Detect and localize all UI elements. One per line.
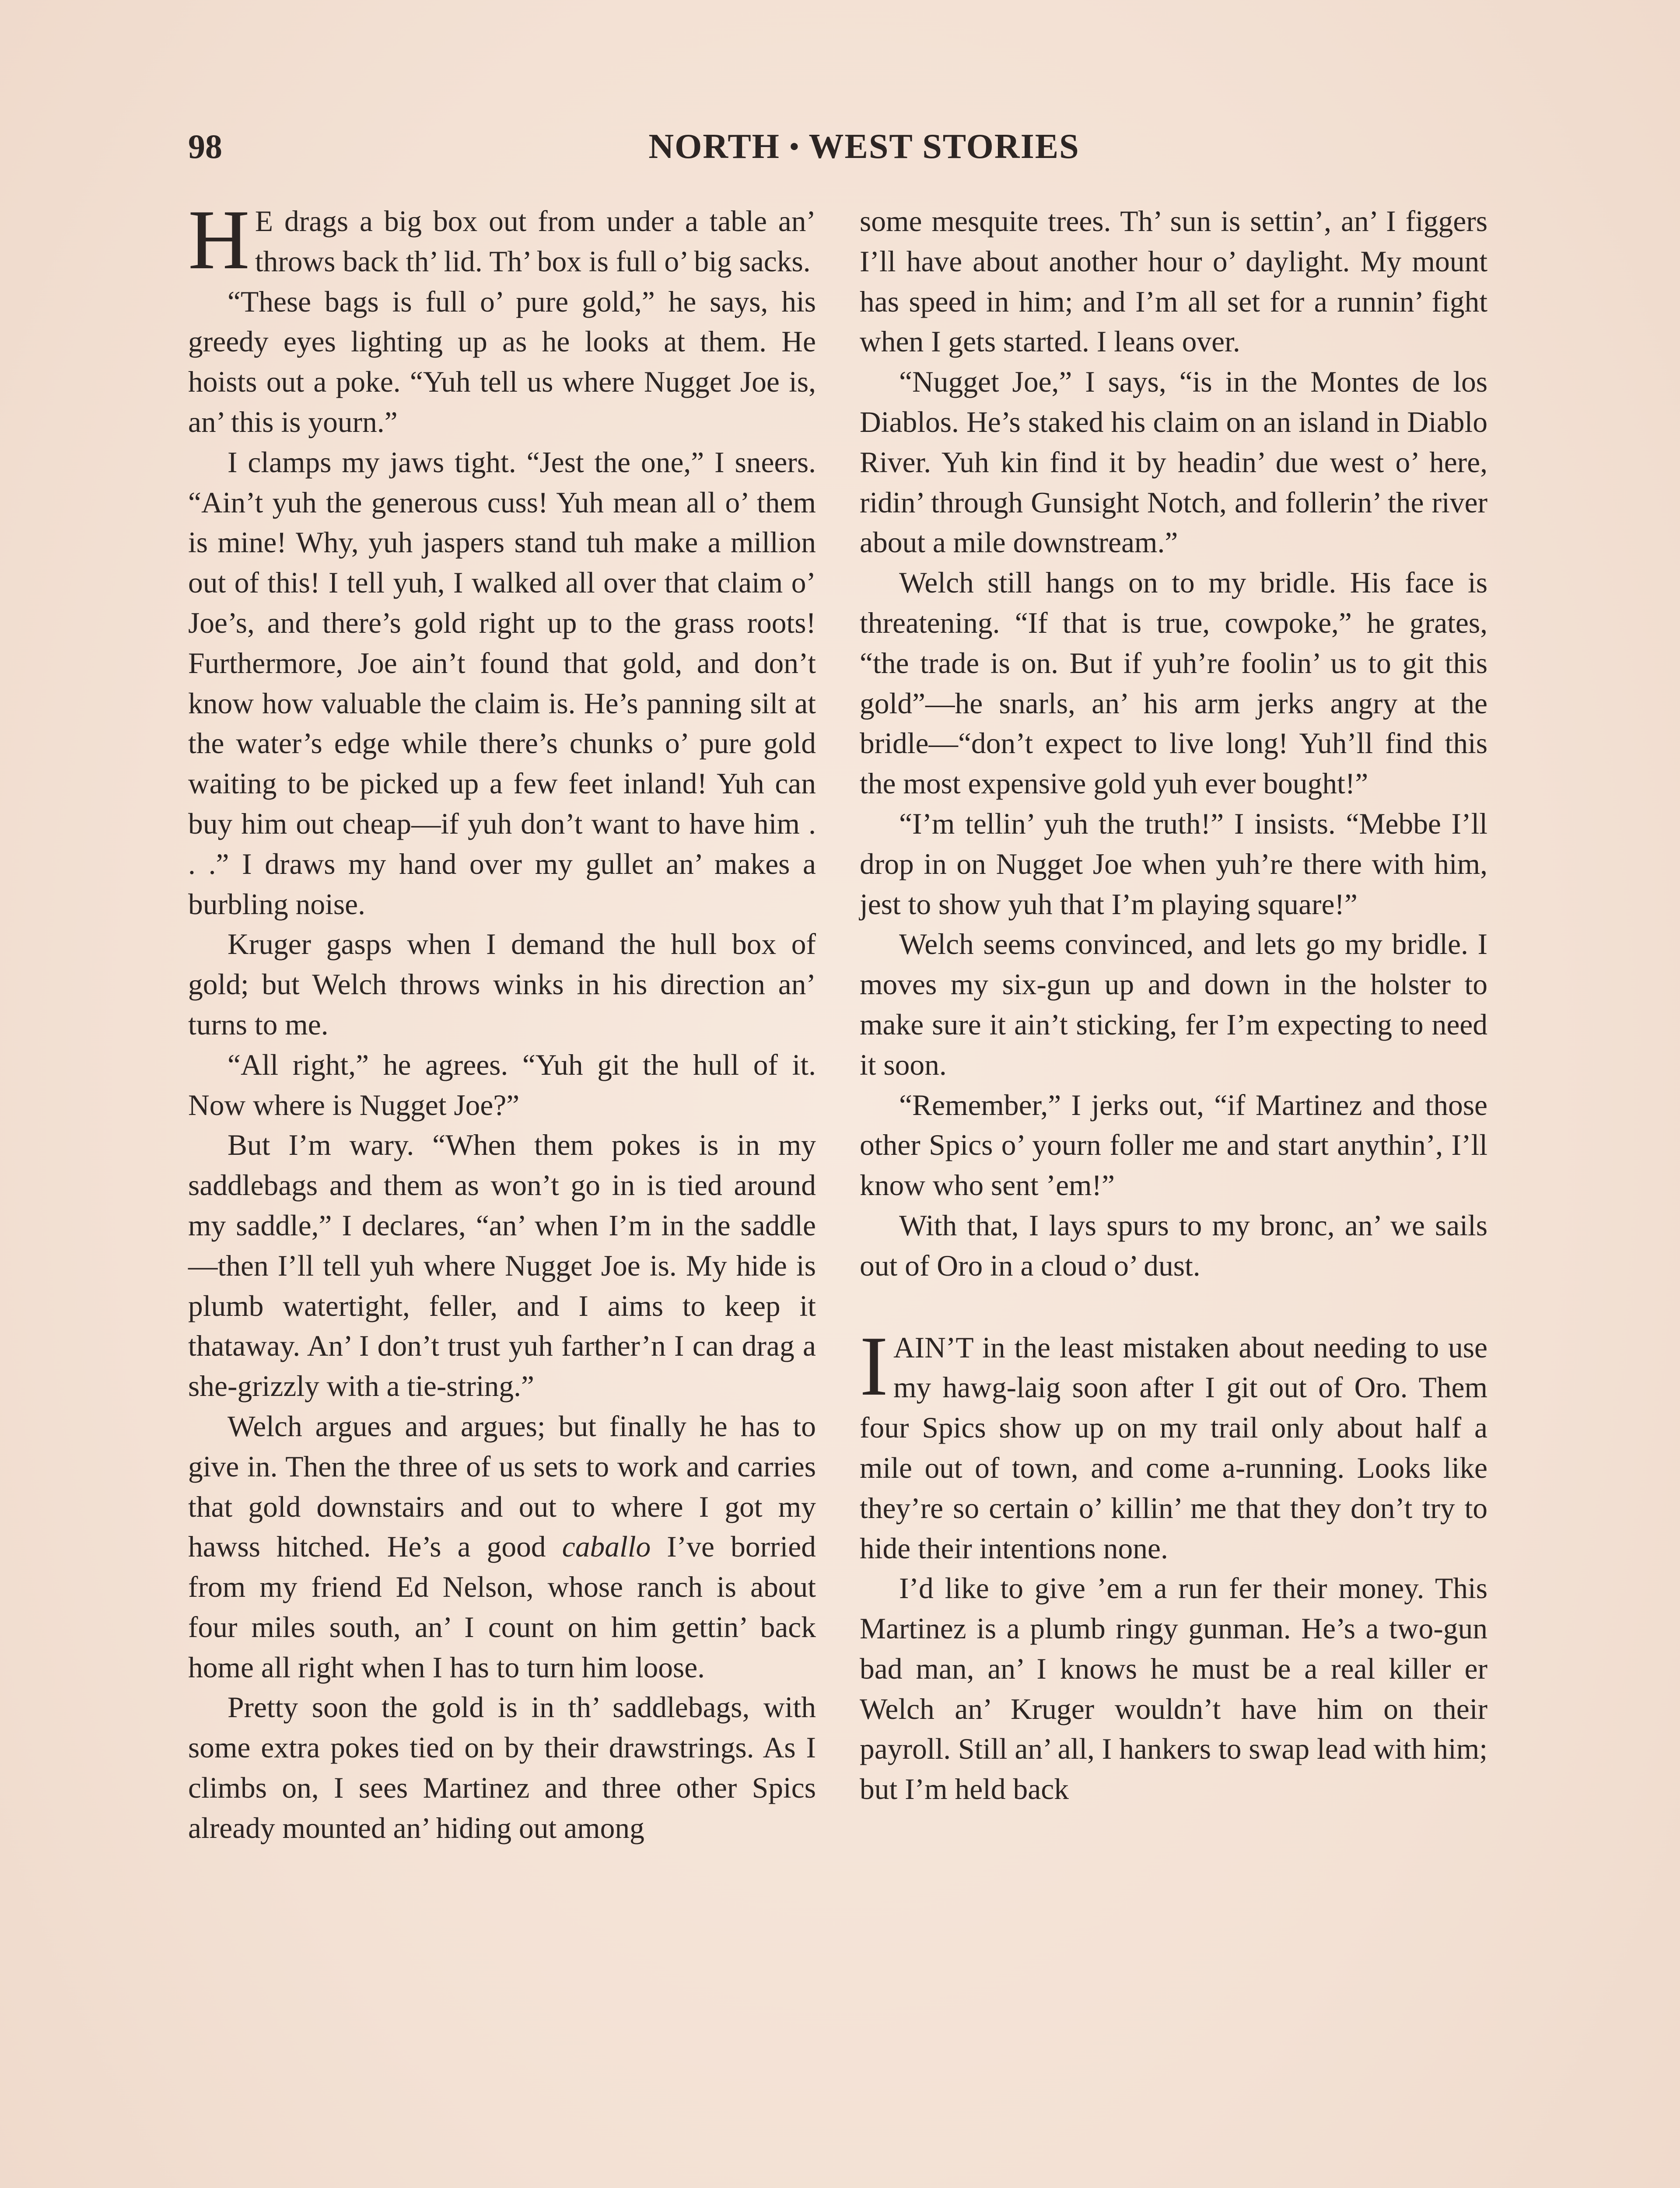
paragraph-text: E drags a big box out from under a table an’ throws back th’ lid. Th’ box is full o’ big sacks. [255,205,816,278]
left-column [188,193,816,1848]
paragraph: But I’m wary. “When them pokes is in my saddlebags and them as won’t go in is tied around my saddle,” I declares, “an’ when I’m in the saddle—then I’ll tell yuh where Nugget Joe is. My hide is plumb watertight, feller, and I aims to keep it thataway. An’ I don’t trust yuh farther’n I can drag a she-grizzly with a tie-string.” [188,1129,816,1403]
paragraph: some mesquite trees. Th’ sun is settin’, an’ I figgers I’ll have about another hour o’ daylight. My mount has speed in him; and I’m all set for a runnin’ fight when I gets started. I leans over. [860,205,1488,358]
paragraph: “These bags is full o’ pure gold,” he says, his greedy eyes lighting up as he looks at them. He hoists out a poke. “Yuh tell us where Nugget Joe is, an’ this is yourn.” [188,285,816,438]
paragraph: Pretty soon the gold is in th’ saddlebags, with some extra pokes tied on by their drawstrings. As I climbs on, I sees Martinez and three other Spics already mounted an’ hiding out among [188,1691,816,1844]
paragraph: Kruger gasps when I demand the hull box of gold; but Welch throws winks in his direction an’ turns to me. [188,928,816,1041]
paragraph: I clamps my jaws tight. “Jest the one,” I sneers. “Ain’t yuh the generous cuss! Yuh mean all o’ them is mine! Why, yuh jaspers stand tuh make a million out of this! I tell yuh, I walked all over that claim o’ Joe’s, and there’s gold right up to the grass roots! Furthermore, Joe ain’t found that gold, and don’t know how valuable the claim is. He’s panning silt at the water’s edge while there’s chunks o’ pure gold waiting to be picked up a few feet inland! Yuh can buy him out cheap—if yuh don’t want to have him . . .” I draws my hand over my gullet an’ makes a burbling noise. [188,445,816,921]
paragraph [188,1406,816,1688]
paragraph: Welch still hangs on to my bridle. His face is threatening. “If that is true, cowpoke,” he grates, “the trade is on. But if yuh’re foolin’ us to git this gold”—he snarls, an’ his arm jerks angry at the bridle—“don’t expect to live long! Yuh’ll find this the most expensive gold yuh ever bought!” [860,566,1488,800]
paragraph: “Remember,” I jerks out, “if Martinez and those other Spics o’ yourn foller me and start anythin’, I’ll know who sent ’em!” [860,1088,1488,1202]
paragraph-text: Welch argues and argues; but finally he has to give in. Then the three of us sets to work and carries that gold downstairs and out to where I got my hawss hitched. He’s a good [188,1410,816,1564]
paragraph [188,193,816,287]
title-bullet: • [789,132,800,161]
right-column [860,201,1488,1809]
paragraph: Welch seems convinced, and lets go my bridle. I moves my six-gun up and down in the holster to make sure it ain’t sticking, fer I’m expecting to need it soon. [860,928,1488,1081]
title-west-stories: WEST STORIES [808,127,1080,166]
paragraph: “Nugget Joe,” I says, “is in the Montes de los Diablos. He’s staked his claim on an island in Diablo River. Yuh kin find it by headin’ due west o’ here, ridin’ through Gunsight Notch, and follerin’ the river about a mile downstream.” [860,365,1488,559]
paragraph: “All right,” he agrees. “Yuh git the hull of it. Now where is Nugget Joe?” [188,1048,816,1122]
page-header [188,123,1540,171]
running-title [188,123,1540,171]
title-north: NORTH [648,127,780,166]
paragraph [860,1318,1488,1569]
paragraph: I’d like to give ’em a run fer their money. This Martinez is a plumb ringy gunman. He’s a two-gun bad man, an’ I knows he must be a real killer er Welch an’ Kruger wouldn’t have him on their payroll. Still an’ all, I hankers to swap lead with him; but I’m held back [860,1572,1488,1806]
italic-word: caballo [562,1530,651,1564]
drop-cap: I [860,1318,888,1413]
page-number: 98 [188,127,222,165]
paragraph-text: I’ve borried from my friend Ed Nelson, whose ranch is about four miles south, an’ I count on him gettin’ back home all right when I has to turn him loose. [188,1530,816,1684]
paragraph: With that, I lays spurs to my bronc, an’ we sails out of Oro in a cloud o’ dust. [860,1209,1488,1282]
drop-cap: H [188,193,250,287]
paragraph: “I’m tellin’ yuh the truth!” I insists. “Mebbe I’ll drop in on Nugget Joe when yuh’re there with him, jest to show yuh that I’m playing square!” [860,807,1488,921]
section-break [860,1286,1488,1328]
paragraph-text: AIN’T in the least mistaken about needing to use my hawg-laig soon after I git out of Oro. Them four Spics show up on my trail only about half a mile out of town, and come a-running. Looks like they’re so certain o’ killin’ me that they don’t try to hide their intentions none. [860,1331,1488,1565]
